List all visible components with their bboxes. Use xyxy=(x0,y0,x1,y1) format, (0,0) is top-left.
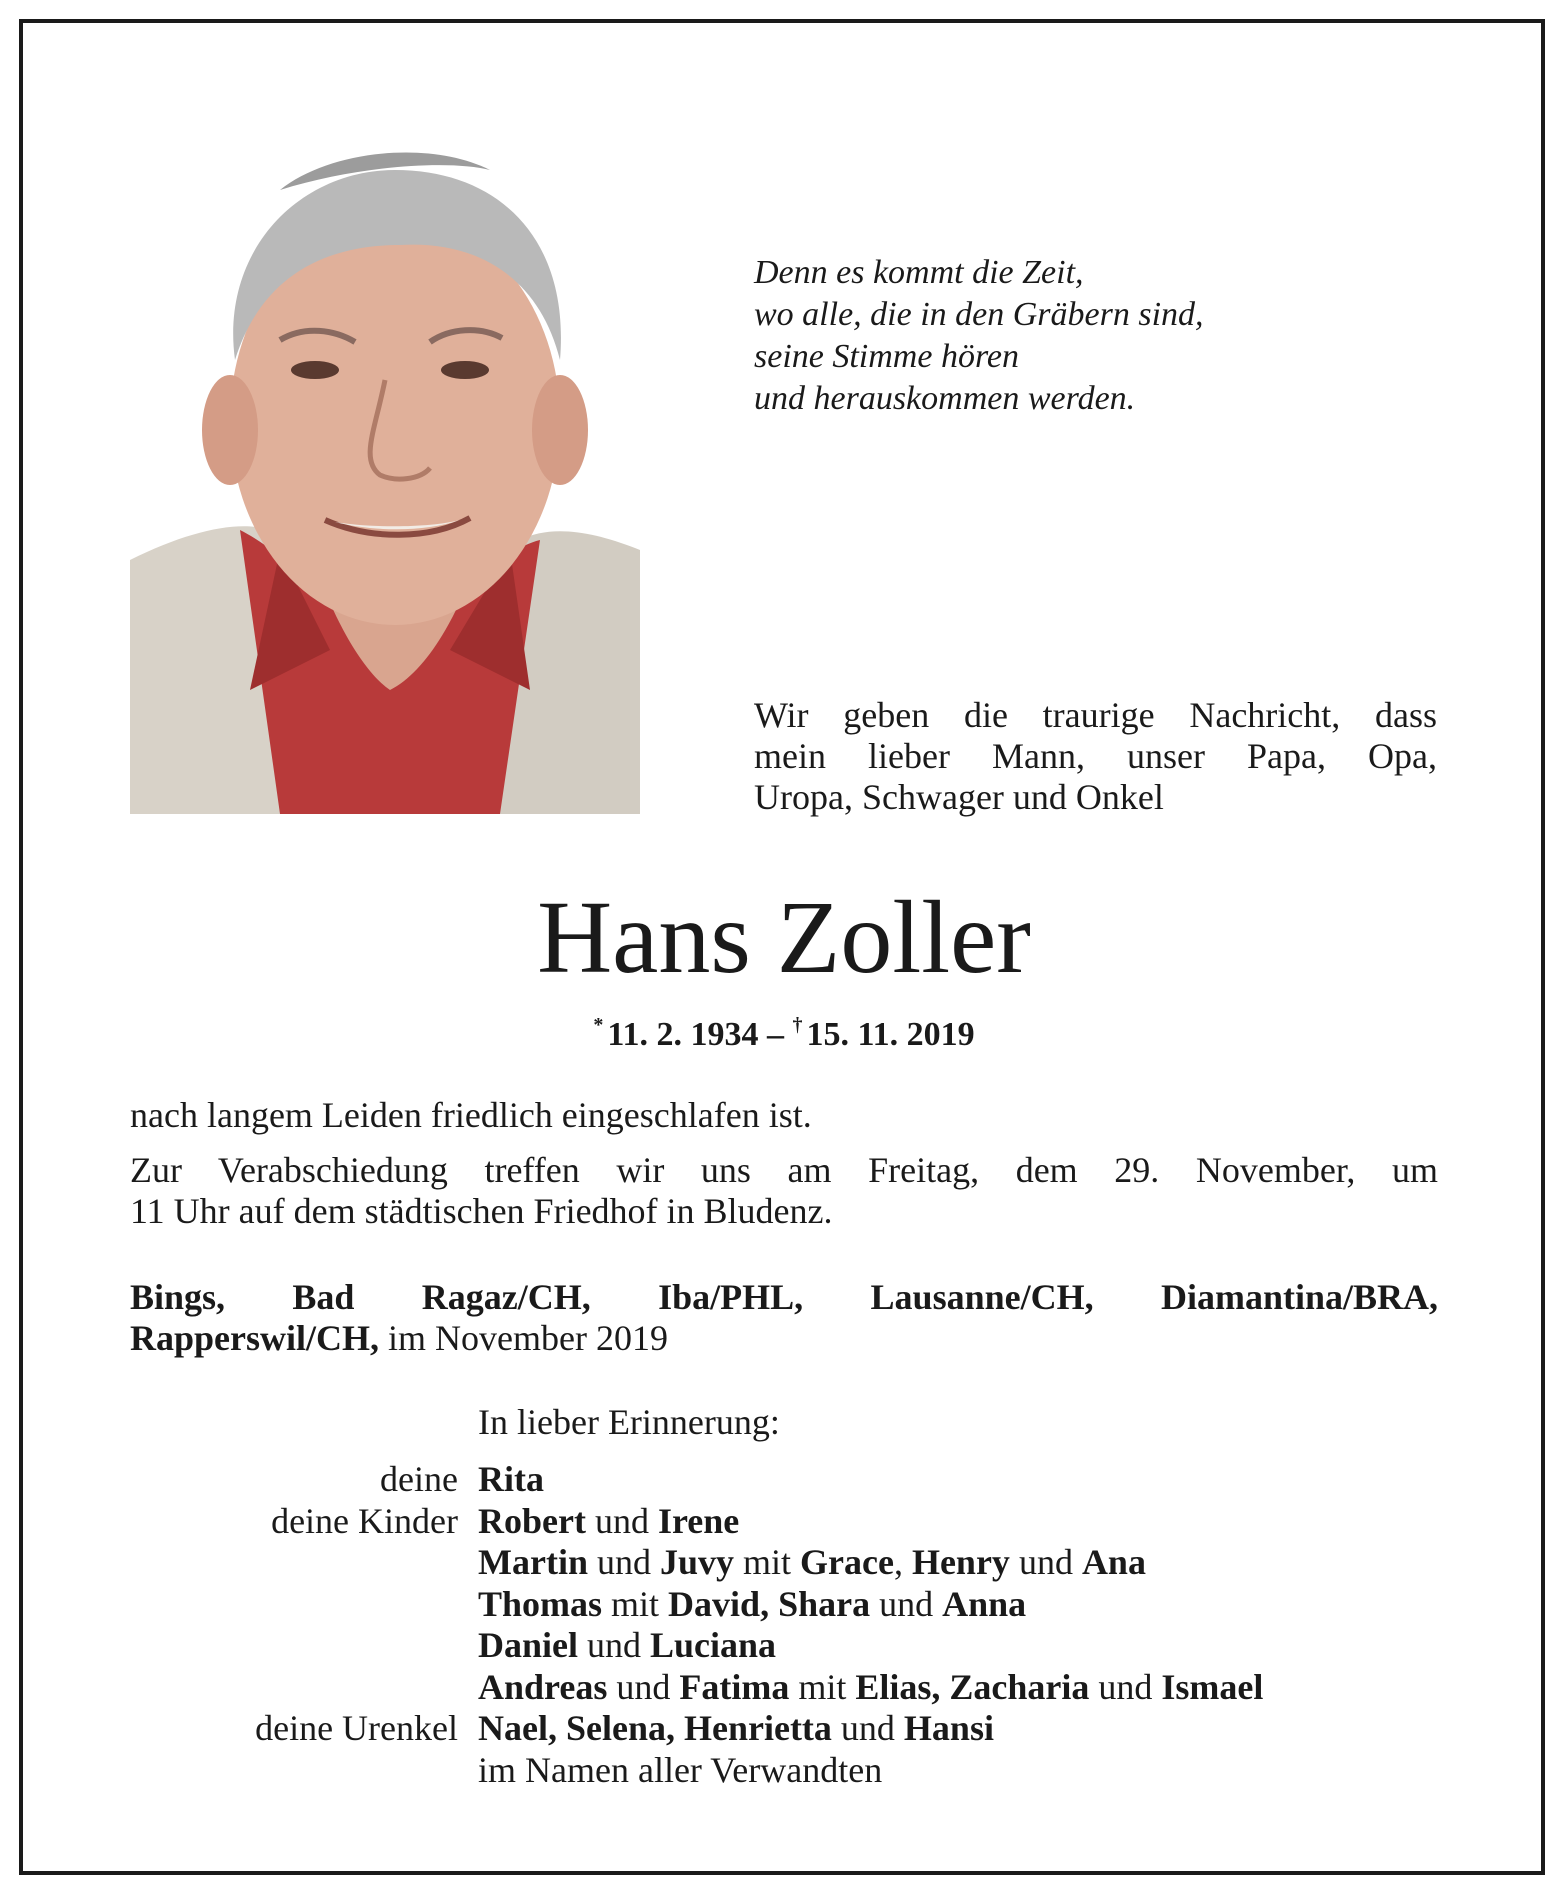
family-member-name: Irene xyxy=(657,1500,740,1541)
family-connector: und xyxy=(1009,1542,1082,1582)
family-connector: , xyxy=(893,1542,912,1582)
family-member-name: Nael, Selena, Henrietta xyxy=(478,1708,832,1748)
intro-line: mein lieber Mann, unser Papa, Opa, xyxy=(754,736,1437,776)
family-member-name: Andreas xyxy=(478,1666,608,1707)
family-connector: und xyxy=(585,1500,658,1541)
birth-symbol: * xyxy=(593,1014,604,1036)
family-member-name: Rita xyxy=(478,1459,544,1499)
family-member-name: Henry xyxy=(911,1542,1010,1582)
family-role: deine Urenkel xyxy=(255,1708,458,1748)
family-member-name: Fatima xyxy=(679,1666,790,1707)
family-member-name: David, Shara xyxy=(668,1583,871,1624)
family-connector: und xyxy=(607,1666,680,1707)
family-connector: mit xyxy=(789,1666,856,1707)
family-row xyxy=(0,1707,1568,1749)
places-bold: Rapperswil/CH, xyxy=(130,1318,380,1358)
family-member-name: Grace xyxy=(800,1542,894,1582)
farewell-line: Zur Verabschiedung treffen wir uns am Freitag, dem 29. November, um xyxy=(130,1150,1438,1190)
family-connector: und xyxy=(1089,1666,1162,1707)
family-connector: und xyxy=(870,1583,943,1624)
quote-line: und herauskommen werden. xyxy=(754,380,1136,417)
family-member-name: Elias, Zacharia xyxy=(855,1666,1090,1707)
family-role: deine Kinder xyxy=(271,1500,458,1541)
family-row xyxy=(0,1666,1568,1708)
family-names xyxy=(478,1541,1146,1583)
date-separator: – xyxy=(758,1016,793,1053)
family-row xyxy=(0,1583,1568,1625)
family-names xyxy=(478,1749,882,1791)
family-connector: im Namen aller Verwandten xyxy=(478,1749,883,1790)
family-names xyxy=(478,1583,1026,1625)
family-connector: mit xyxy=(602,1583,669,1624)
announcement-intro xyxy=(754,695,1437,818)
family-member-name: Juvy xyxy=(659,1542,734,1582)
places-and-date xyxy=(130,1277,1438,1359)
bible-quote xyxy=(754,252,1454,420)
family-member-name: Thomas xyxy=(478,1583,603,1624)
family-names xyxy=(478,1458,544,1500)
death-symbol: † xyxy=(792,1014,803,1036)
family-names xyxy=(478,1624,776,1666)
quote-line: wo alle, die in den Gräbern sind, xyxy=(754,296,1204,333)
family-row xyxy=(0,1749,1568,1791)
death-date: 15. 11. 2019 xyxy=(806,1016,975,1053)
family-list xyxy=(0,1458,1568,1790)
family-member-name: Ismael xyxy=(1161,1666,1264,1707)
quote-line: seine Stimme hören xyxy=(754,338,1020,375)
family-member-name: Martin xyxy=(478,1542,588,1582)
family-connector: und xyxy=(578,1625,651,1665)
farewell-info xyxy=(130,1150,1438,1232)
family-connector: und xyxy=(587,1542,660,1582)
family-names xyxy=(478,1500,739,1542)
family-row xyxy=(0,1500,1568,1542)
family-names xyxy=(478,1707,994,1749)
family-member-name: Hansi xyxy=(903,1708,994,1748)
portrait-photo xyxy=(130,130,640,814)
remember-label: In lieber Erinnerung: xyxy=(478,1402,780,1442)
intro-line: Uropa, Schwager und Onkel xyxy=(754,777,1164,817)
family-row xyxy=(0,1458,1568,1500)
family-member-name: Anna xyxy=(942,1583,1027,1624)
family-role: deine xyxy=(380,1459,458,1499)
life-dates xyxy=(0,1003,1568,1057)
birth-date: 11. 2. 1934 xyxy=(607,1016,759,1053)
family-names xyxy=(478,1666,1263,1708)
family-member-name: Daniel xyxy=(478,1625,579,1665)
family-connector: und xyxy=(831,1708,904,1748)
places-line xyxy=(130,1318,1438,1359)
family-connector: mit xyxy=(734,1542,801,1582)
places-line: Bings, Bad Ragaz/CH, Iba/PHL, Lausanne/CH, Diamantina/BRA, xyxy=(130,1277,1438,1317)
deceased-name: Hans Zoller xyxy=(537,880,1031,995)
family-row xyxy=(0,1624,1568,1666)
family-member-name: Robert xyxy=(478,1500,586,1541)
family-member-name: Ana xyxy=(1081,1542,1146,1582)
farewell-line: 11 Uhr auf dem städtischen Friedhof in Bludenz. xyxy=(130,1191,833,1231)
quote-line: Denn es kommt die Zeit, xyxy=(754,254,1084,291)
family-member-name: Luciana xyxy=(650,1625,777,1665)
family-row xyxy=(0,1541,1568,1583)
places-date: im November 2019 xyxy=(379,1318,668,1358)
passing-sentence: nach langem Leiden friedlich eingeschlafen ist. xyxy=(130,1095,812,1135)
intro-line: Wir geben die traurige Nachricht, dass xyxy=(754,695,1437,735)
